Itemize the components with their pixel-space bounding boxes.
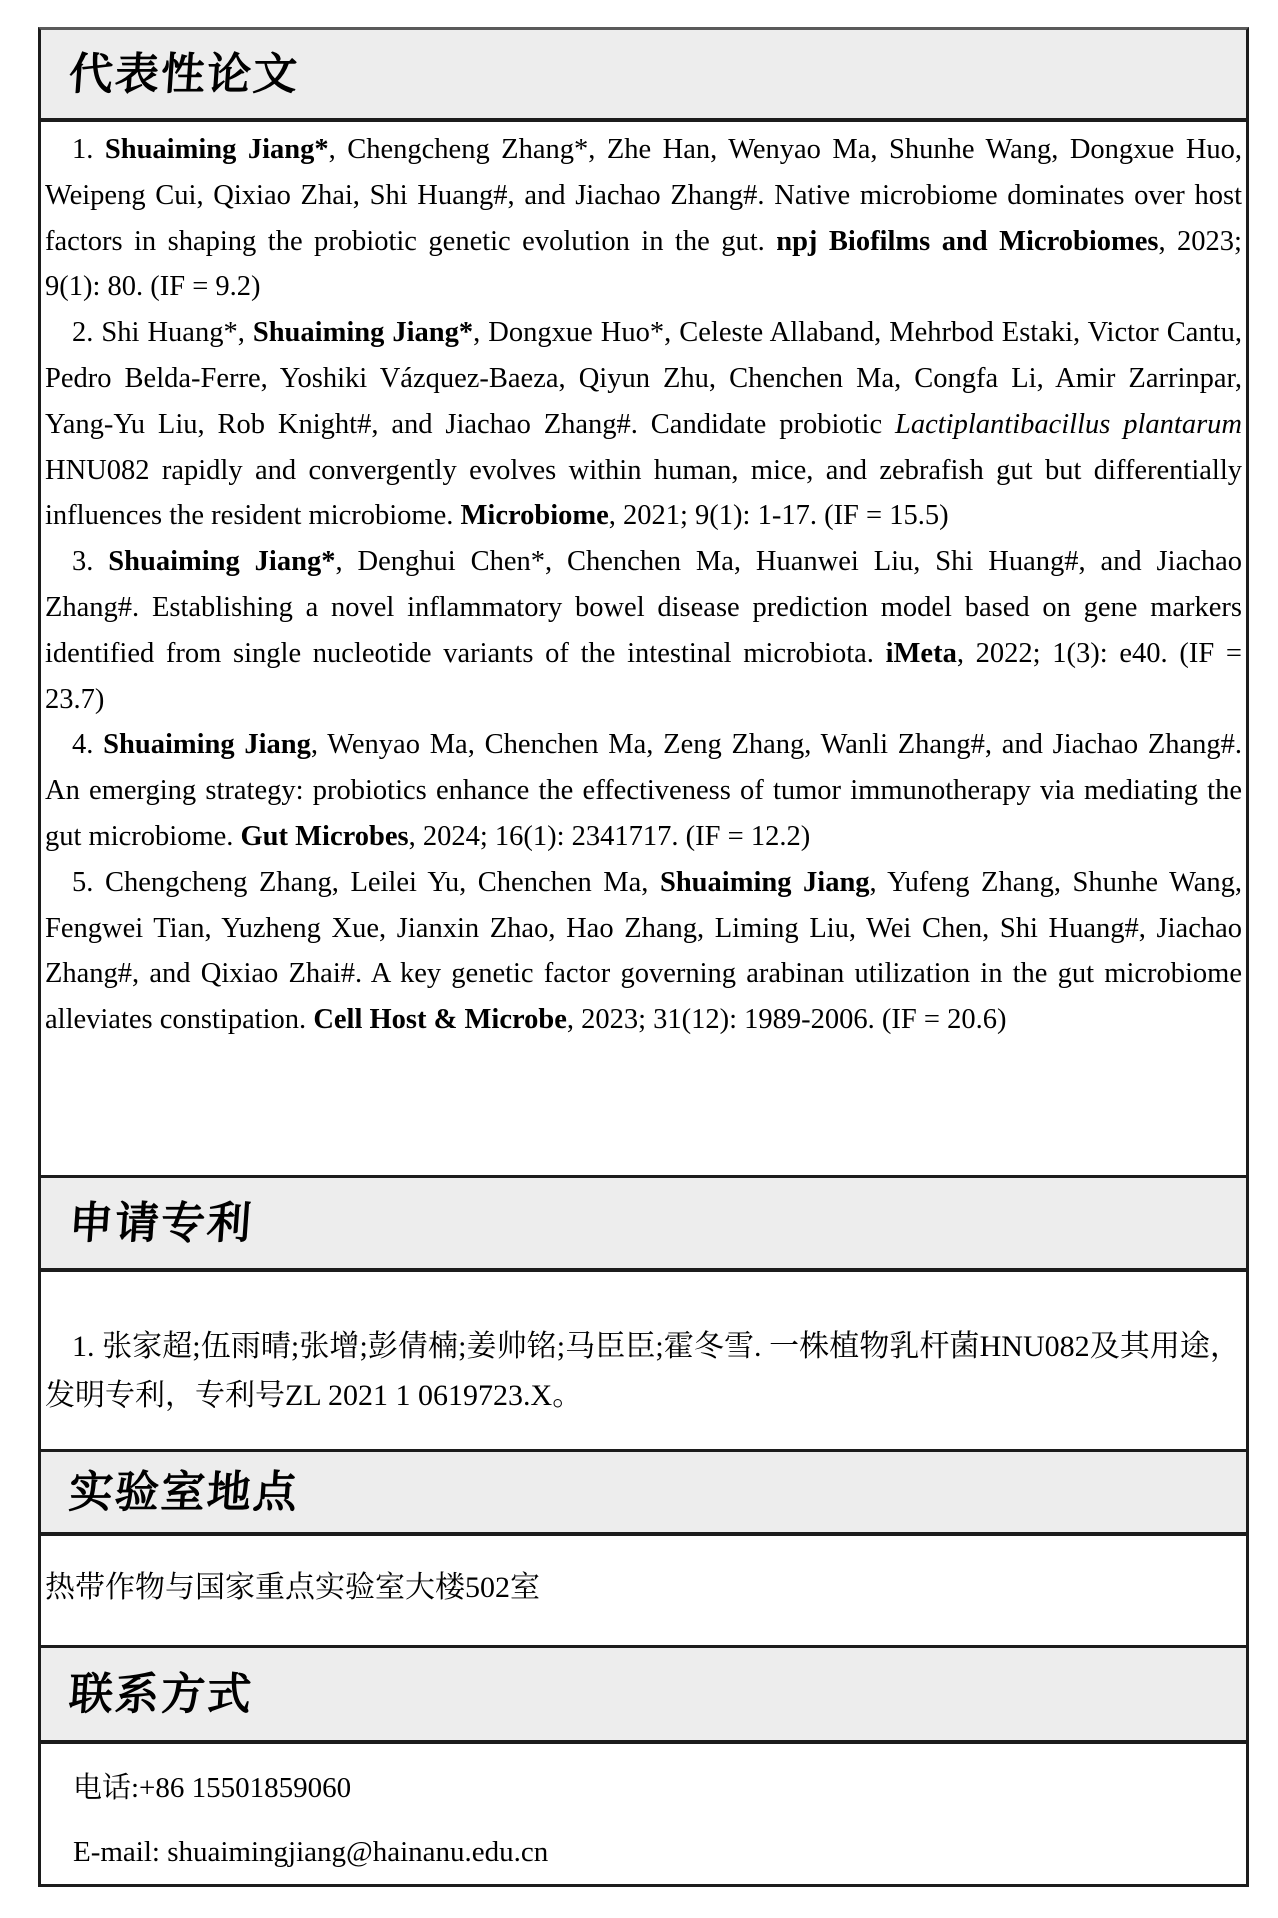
section-header-contact [41, 1648, 1246, 1744]
section-header-lab-location [41, 1452, 1246, 1536]
patents-header-label: 申请专利 [67, 1199, 255, 1248]
publications-header-label: 代表性论文 [67, 50, 301, 99]
patents-section [41, 1272, 1246, 1452]
publication-item-5: 5. Chengcheng Zhang, Leilei Yu, Chenchen Ma, Shuaiming Jiang, Yufeng Zhang, Shunhe Wang, Fengwei Tian, Yuzheng Xue, Jianxin Zhao, Hao Zhang, Liming Liu, Wei Chen, Shi Huang#, Jiachao Zhang#, and Qixiao Zhai#. A key genetic factor governing arabinan utilization in the gut microbiome alleviates constipation. Cell Host & Microbe, 2023; 31(12): 1989-2006. (IF = 20.6) [45, 866, 1242, 1036]
patent-item-1: 1. 张家超;伍雨晴;张增;彭倩楠;姜帅铭;马臣臣;霍冬雪. 一株植物乳杆菌HNU082及其用途，发明专利，专利号ZL 2021 1 0619723.X。 [45, 1330, 1240, 1412]
lab-location-text: 热带作物与国家重点实验室大楼502室 [45, 1571, 540, 1604]
lab-location-section [41, 1536, 1246, 1648]
publication-item-2: 2. Shi Huang*, Shuaiming Jiang*, Dongxue Huo*, Celeste Allaband, Mehrbod Estaki, Victor Cantu, Pedro Belda-Ferre, Yoshiki Vázquez-Baeza, Qiyun Zhu, Chenchen Ma, Congfa Li, Amir Zarrinpar, Yang-Yu Liu, Rob Knight#, and Jiachao Zhang#. Candidate probiotic Lactiplantibacillus plantarum HNU082 rapidly and convergently evolves within human, mice, and zebrafish gut but differentially influences the resident microbiome. Microbiome, 2021; 9(1): 1-17. (IF = 15.5) [45, 317, 1242, 532]
publication-item-4: 4. Shuaiming Jiang, Wenyao Ma, Chenchen Ma, Zeng Zhang, Wanli Zhang#, and Jiachao Zhang#. An emerging strategy: probiotics enhance the effectiveness of tumor immunotherapy via mediating the gut microbiome. Gut Microbes, 2024; 16(1): 2341717. (IF = 12.2) [45, 729, 1243, 852]
contact-section [41, 1744, 1246, 1884]
section-header-patents [41, 1178, 1246, 1272]
publication-item-1: 1. Shuaiming Jiang*, Chengcheng Zhang*, Zhe Han, Wenyao Ma, Shunhe Wang, Dongxue Huo, Weipeng Cui, Qixiao Zhai, Shi Huang#, and Jiachao Zhang#. Native microbiome dominates over host factors in shaping the probiotic genetic evolution in the gut. npj Biofilms and Microbiomes, 2023; 9(1): 80. (IF = 9.2) [45, 134, 1243, 303]
contact-email: E-mail: shuaimingjiang@hainanu.edu.cn [73, 1836, 549, 1868]
lab-location-header-label: 实验室地点 [67, 1468, 301, 1517]
section-header-publications [41, 30, 1246, 122]
contact-phone: 电话:+86 15501859060 [73, 1772, 352, 1804]
publication-item-3: 3. Shuaiming Jiang*, Denghui Chen*, Chenchen Ma, Huanwei Liu, Shi Huang#, and Jiachao Zhang#. Establishing a novel inflammatory bowel disease prediction model based on gene markers identified from single nucleotide variants of the intestinal microbiota. iMeta, 2022; 1(3): e40. (IF = 23.7) [45, 546, 1243, 715]
publications-section [41, 122, 1246, 1178]
cv-table [38, 27, 1249, 1887]
contact-header-label: 联系方式 [67, 1670, 255, 1719]
